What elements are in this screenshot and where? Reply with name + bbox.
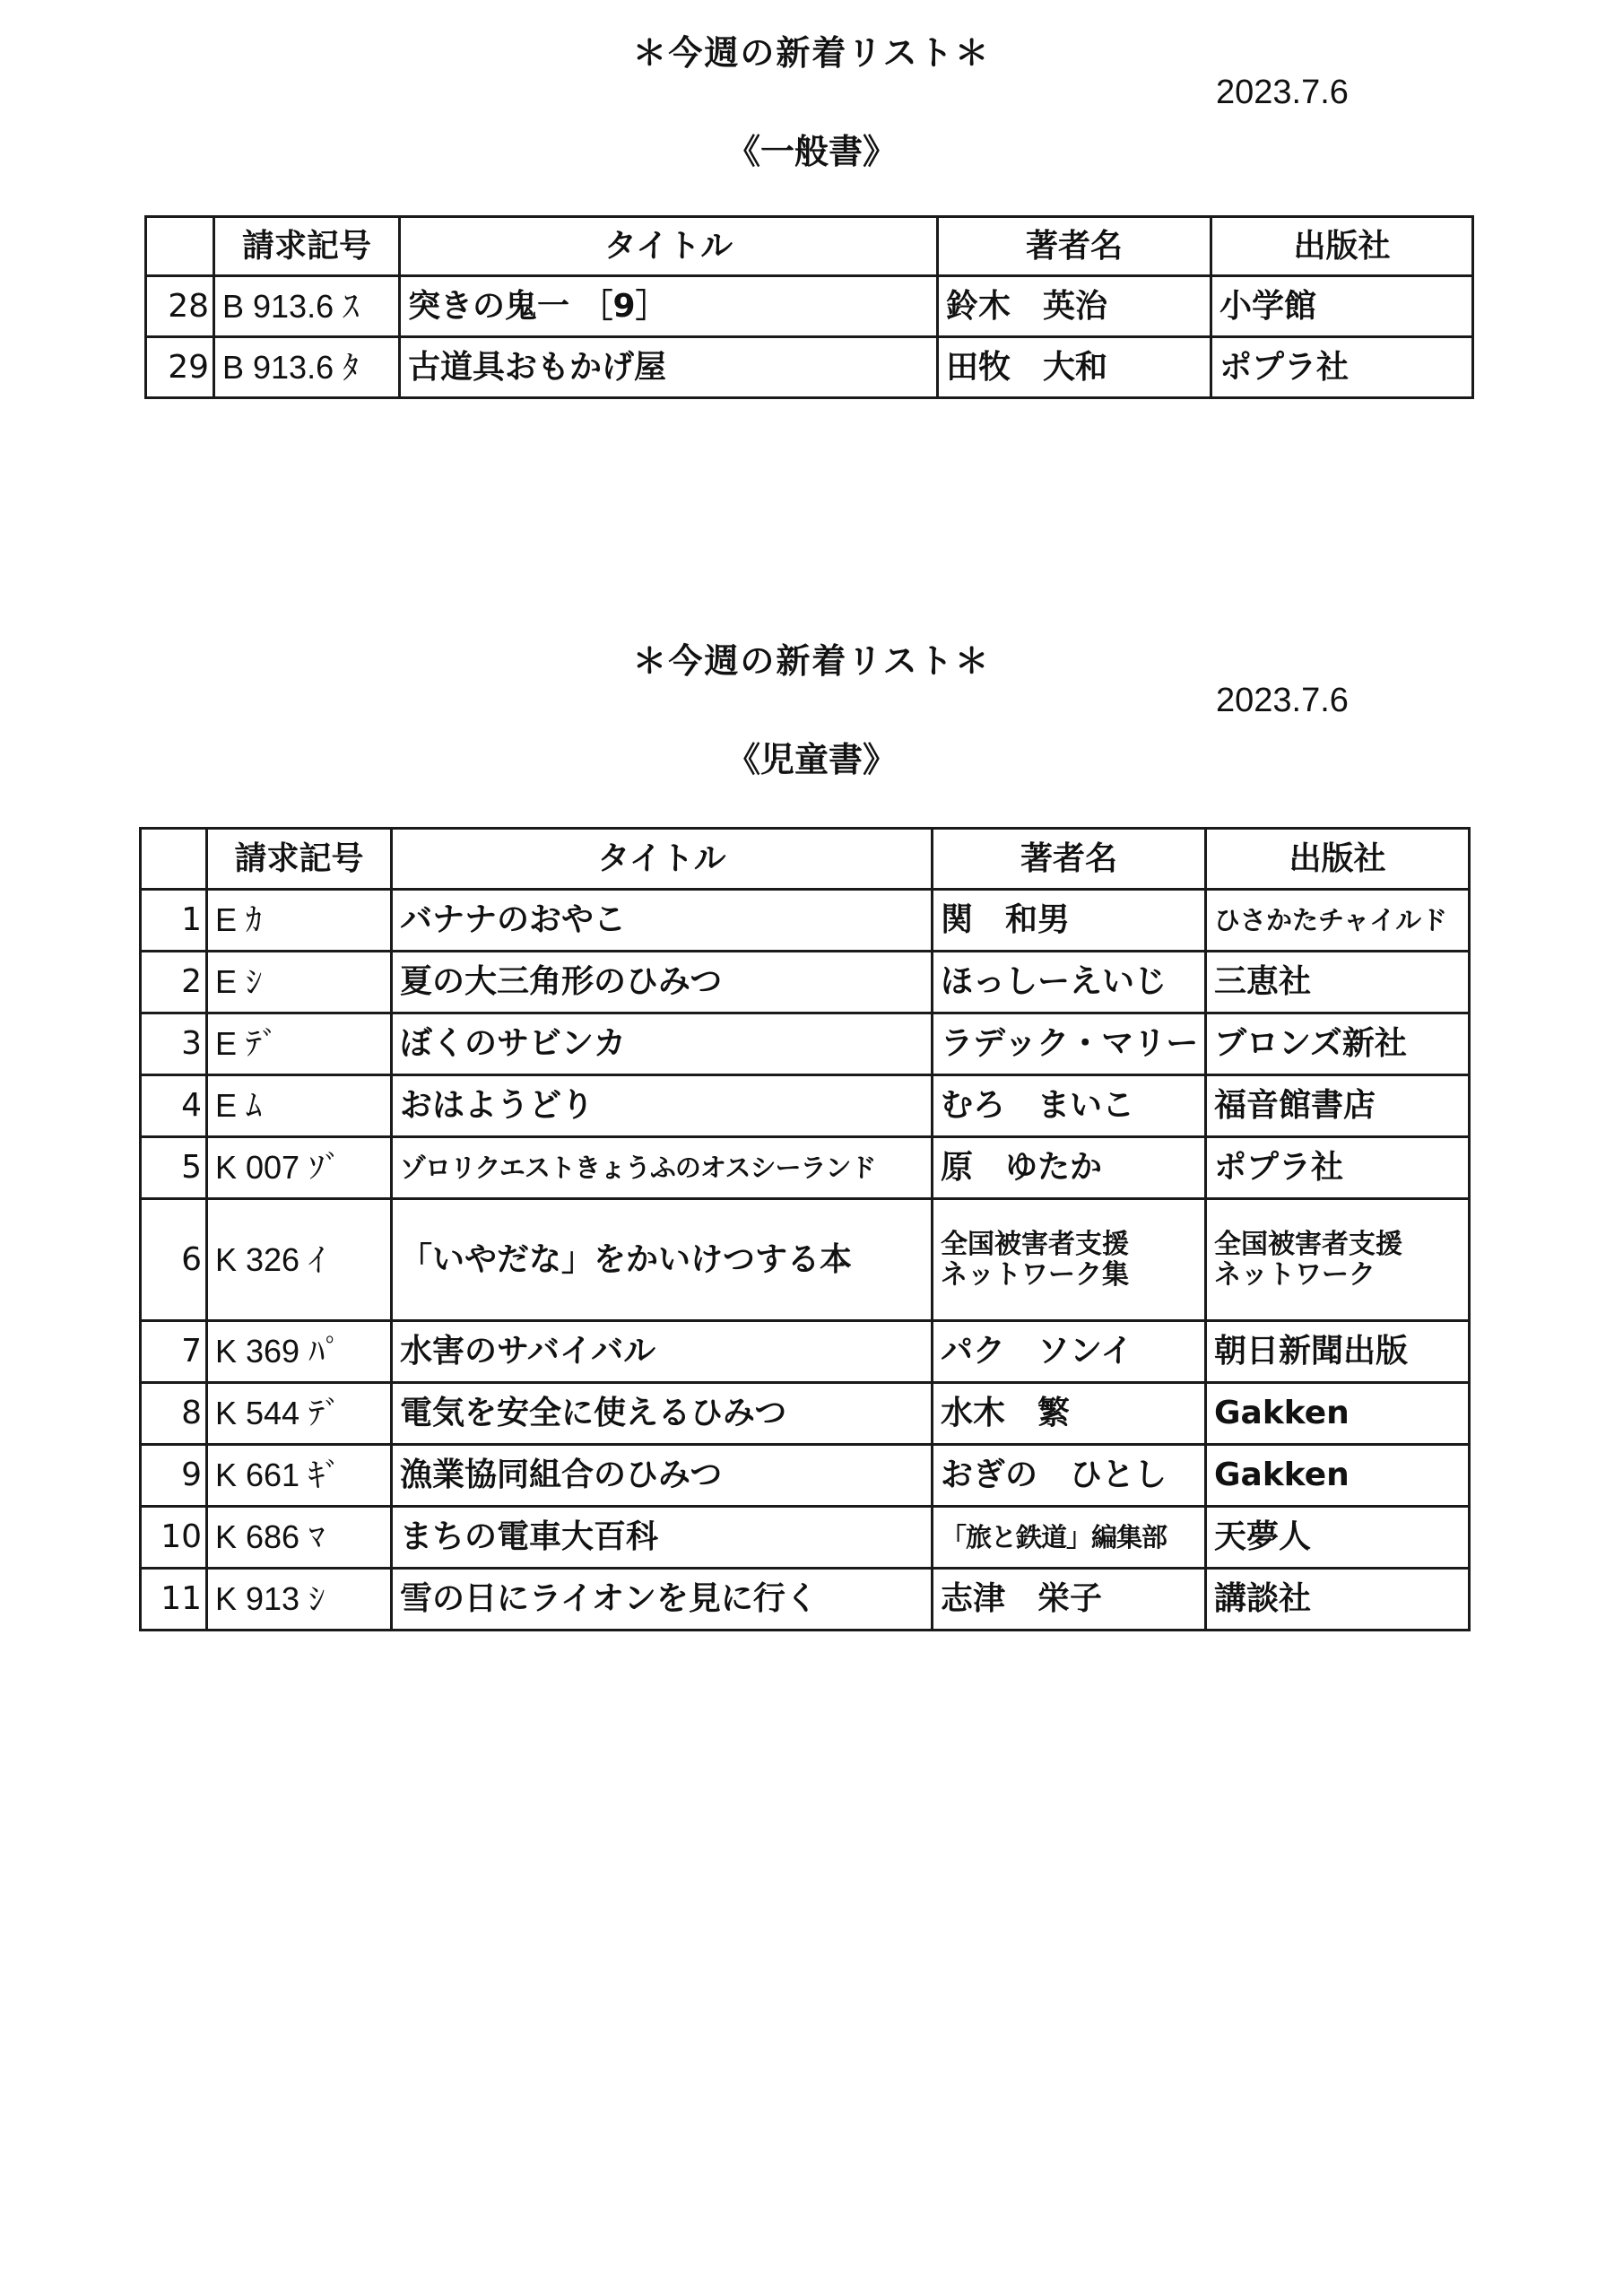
row-number: 4 xyxy=(141,1075,207,1137)
book-publisher: 全国被害者支援 ネットワーク xyxy=(1206,1199,1470,1321)
row-number: 2 xyxy=(141,952,207,1013)
row-number: 9 xyxy=(141,1445,207,1507)
book-title: 電気を安全に使えるひみつ xyxy=(392,1383,933,1445)
book-title: ゾロリクエストきょうふのオスシーランド xyxy=(392,1137,933,1199)
book-title: 漁業協同組合のひみつ xyxy=(392,1445,933,1507)
book-author: 「旅と鉄道」編集部 xyxy=(933,1507,1206,1569)
book-title: 突きの鬼一 ［9］ xyxy=(400,276,938,337)
header-author: 著者名 xyxy=(938,217,1211,276)
row-number: 3 xyxy=(141,1013,207,1075)
row-number: 29 xyxy=(146,337,214,398)
table-row xyxy=(141,1137,1470,1199)
header-publisher: 出版社 xyxy=(1211,217,1473,276)
row-number: 8 xyxy=(141,1383,207,1445)
book-publisher: 小学館 xyxy=(1211,276,1473,337)
general-list-title: ＊今週の新着リスト＊ xyxy=(632,33,991,73)
call-number: K 661 ｷﾞ xyxy=(207,1445,392,1507)
call-number: K 007 ｿﾞ xyxy=(207,1137,392,1199)
table-row xyxy=(146,276,1473,337)
book-author: 志津 栄子 xyxy=(933,1569,1206,1631)
children-list-title: ＊今週の新着リスト＊ xyxy=(632,641,991,681)
table-row xyxy=(141,1569,1470,1631)
table-header-row xyxy=(141,829,1470,890)
call-number: E ﾑ xyxy=(207,1075,392,1137)
general-date: 2023.7.6 xyxy=(1216,74,1349,111)
table-row xyxy=(141,1199,1470,1321)
call-number: K 913 ｼ xyxy=(207,1569,392,1631)
book-title: バナナのおやこ xyxy=(392,890,933,952)
row-number: 28 xyxy=(146,276,214,337)
table-row xyxy=(141,952,1470,1013)
children-category: 《児童書》 xyxy=(725,740,897,779)
row-number: 11 xyxy=(141,1569,207,1631)
row-number: 10 xyxy=(141,1507,207,1569)
header-call-number: 請求記号 xyxy=(207,829,392,890)
book-title: 夏の大三角形のひみつ xyxy=(392,952,933,1013)
call-number: E ｼ xyxy=(207,952,392,1013)
book-author: むろ まいこ xyxy=(933,1075,1206,1137)
book-title: 古道具おもかげ屋 xyxy=(400,337,938,398)
call-number: E ｶ xyxy=(207,890,392,952)
book-author: ほっしーえいじ xyxy=(933,952,1206,1013)
book-author: パク ソンイ xyxy=(933,1321,1206,1383)
table-row xyxy=(141,1013,1470,1075)
book-author: 鈴木 英治 xyxy=(938,276,1211,337)
book-publisher: 天夢人 xyxy=(1206,1507,1470,1569)
header-number xyxy=(141,829,207,890)
call-number: E ﾃﾞ xyxy=(207,1013,392,1075)
book-publisher: ブロンズ新社 xyxy=(1206,1013,1470,1075)
book-author: おぎの ひとし xyxy=(933,1445,1206,1507)
table-row xyxy=(141,890,1470,952)
header-author: 著者名 xyxy=(933,829,1206,890)
general-books-table xyxy=(144,215,1474,399)
book-title: 水害のサバイバル xyxy=(392,1321,933,1383)
header-call-number: 請求記号 xyxy=(214,217,400,276)
table-row xyxy=(141,1321,1470,1383)
table-row xyxy=(146,337,1473,398)
book-publisher: 朝日新聞出版 xyxy=(1206,1321,1470,1383)
book-author: 全国被害者支援 ネットワーク集 xyxy=(933,1199,1206,1321)
book-title: ぼくのサビンカ xyxy=(392,1013,933,1075)
header-title: タイトル xyxy=(400,217,938,276)
book-publisher: Gakken xyxy=(1206,1383,1470,1445)
book-publisher: 講談社 xyxy=(1206,1569,1470,1631)
book-author: 関 和男 xyxy=(933,890,1206,952)
book-publisher: 三恵社 xyxy=(1206,952,1470,1013)
book-title: 「いやだな」をかいけつする本 xyxy=(392,1199,933,1321)
book-publisher: ポプラ社 xyxy=(1211,337,1473,398)
book-author: 水木 繁 xyxy=(933,1383,1206,1445)
table-row xyxy=(141,1383,1470,1445)
table-header-row xyxy=(146,217,1473,276)
book-publisher: Gakken xyxy=(1206,1445,1470,1507)
row-number: 5 xyxy=(141,1137,207,1199)
book-publisher: ポプラ社 xyxy=(1206,1137,1470,1199)
call-number: K 326 ｲ xyxy=(207,1199,392,1321)
call-number: B 913.6 ｽ xyxy=(214,276,400,337)
call-number: B 913.6 ﾀ xyxy=(214,337,400,398)
header-title: タイトル xyxy=(392,829,933,890)
row-number: 7 xyxy=(141,1321,207,1383)
table-row xyxy=(141,1075,1470,1137)
call-number: K 544 ﾃﾞ xyxy=(207,1383,392,1445)
row-number: 1 xyxy=(141,890,207,952)
children-books-table xyxy=(139,827,1471,1631)
book-author: 原 ゆたか xyxy=(933,1137,1206,1199)
table-row xyxy=(141,1507,1470,1569)
row-number: 6 xyxy=(141,1199,207,1321)
book-title: まちの電車大百科 xyxy=(392,1507,933,1569)
call-number: K 369 ﾊﾟ xyxy=(207,1321,392,1383)
header-publisher: 出版社 xyxy=(1206,829,1470,890)
book-publisher: ひさかたチャイルド xyxy=(1206,890,1470,952)
book-title: おはようどり xyxy=(392,1075,933,1137)
children-date: 2023.7.6 xyxy=(1216,682,1349,719)
table-row xyxy=(141,1445,1470,1507)
book-author: 田牧 大和 xyxy=(938,337,1211,398)
book-author: ラデック・マリー xyxy=(933,1013,1206,1075)
header-number xyxy=(146,217,214,276)
general-category: 《一般書》 xyxy=(725,132,897,171)
book-publisher: 福音館書店 xyxy=(1206,1075,1470,1137)
call-number: K 686 ﾏ xyxy=(207,1507,392,1569)
book-title: 雪の日にライオンを見に行く xyxy=(392,1569,933,1631)
